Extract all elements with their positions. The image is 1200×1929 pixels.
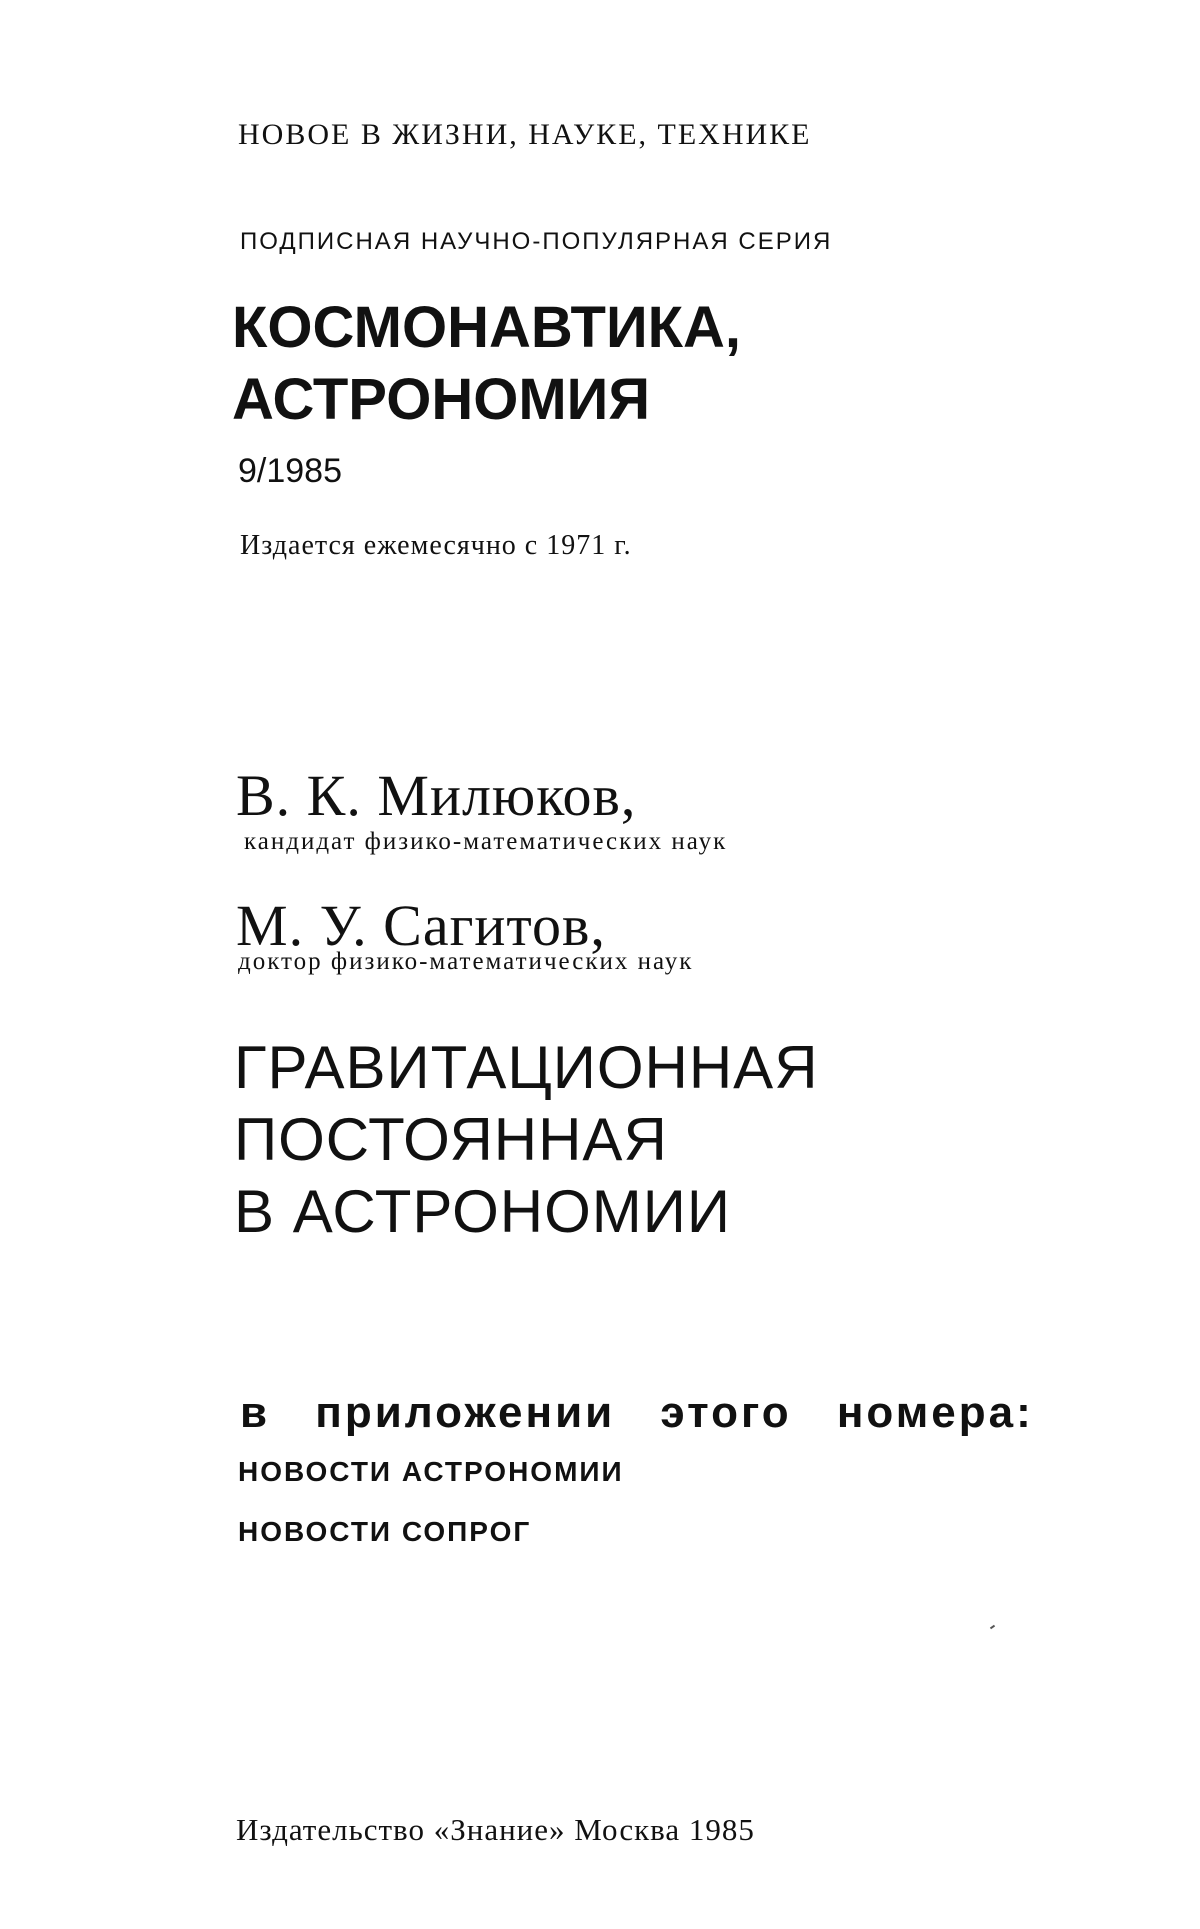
book-title-line-1: ГРАВИТАЦИОННАЯ xyxy=(234,1034,819,1101)
series-title xyxy=(232,292,741,436)
issue-number: 9/1985 xyxy=(238,452,342,490)
book-title xyxy=(234,1032,819,1248)
author-1-degree: кандидат физико-математических наук xyxy=(244,828,728,855)
print-speck xyxy=(990,1625,995,1630)
author-1-name: В. К. Милюков, xyxy=(236,763,637,828)
appendix-item: НОВОСТИ АСТРОНОМИИ xyxy=(238,1456,624,1487)
appendix-heading: в приложении этого номера: xyxy=(240,1388,1034,1437)
publication-frequency: Издается ежемесячно с 1971 г. xyxy=(240,530,632,561)
series-subtitle: ПОДПИСНАЯ НАУЧНО-ПОПУЛЯРНАЯ СЕРИЯ xyxy=(240,228,833,255)
author-2-degree: доктор физико-математических наук xyxy=(238,948,694,975)
book-title-line-3: В АСТРОНОМИИ xyxy=(234,1178,731,1245)
series-title-line-2: АСТРОНОМИЯ xyxy=(232,367,651,432)
series-top-heading: НОВОЕ В ЖИЗНИ, НАУКЕ, ТЕХНИКЕ xyxy=(238,118,812,151)
series-title-line-1: КОСМОНАВТИКА, xyxy=(232,295,742,360)
author-2-name: М. У. Сагитов, xyxy=(236,893,606,958)
appendix-item: НОВОСТИ СОПРОГ xyxy=(238,1516,532,1547)
publisher-imprint: Издательство «Знание» Москва 1985 xyxy=(236,1812,755,1847)
book-title-line-2: ПОСТОЯННАЯ xyxy=(234,1106,668,1173)
